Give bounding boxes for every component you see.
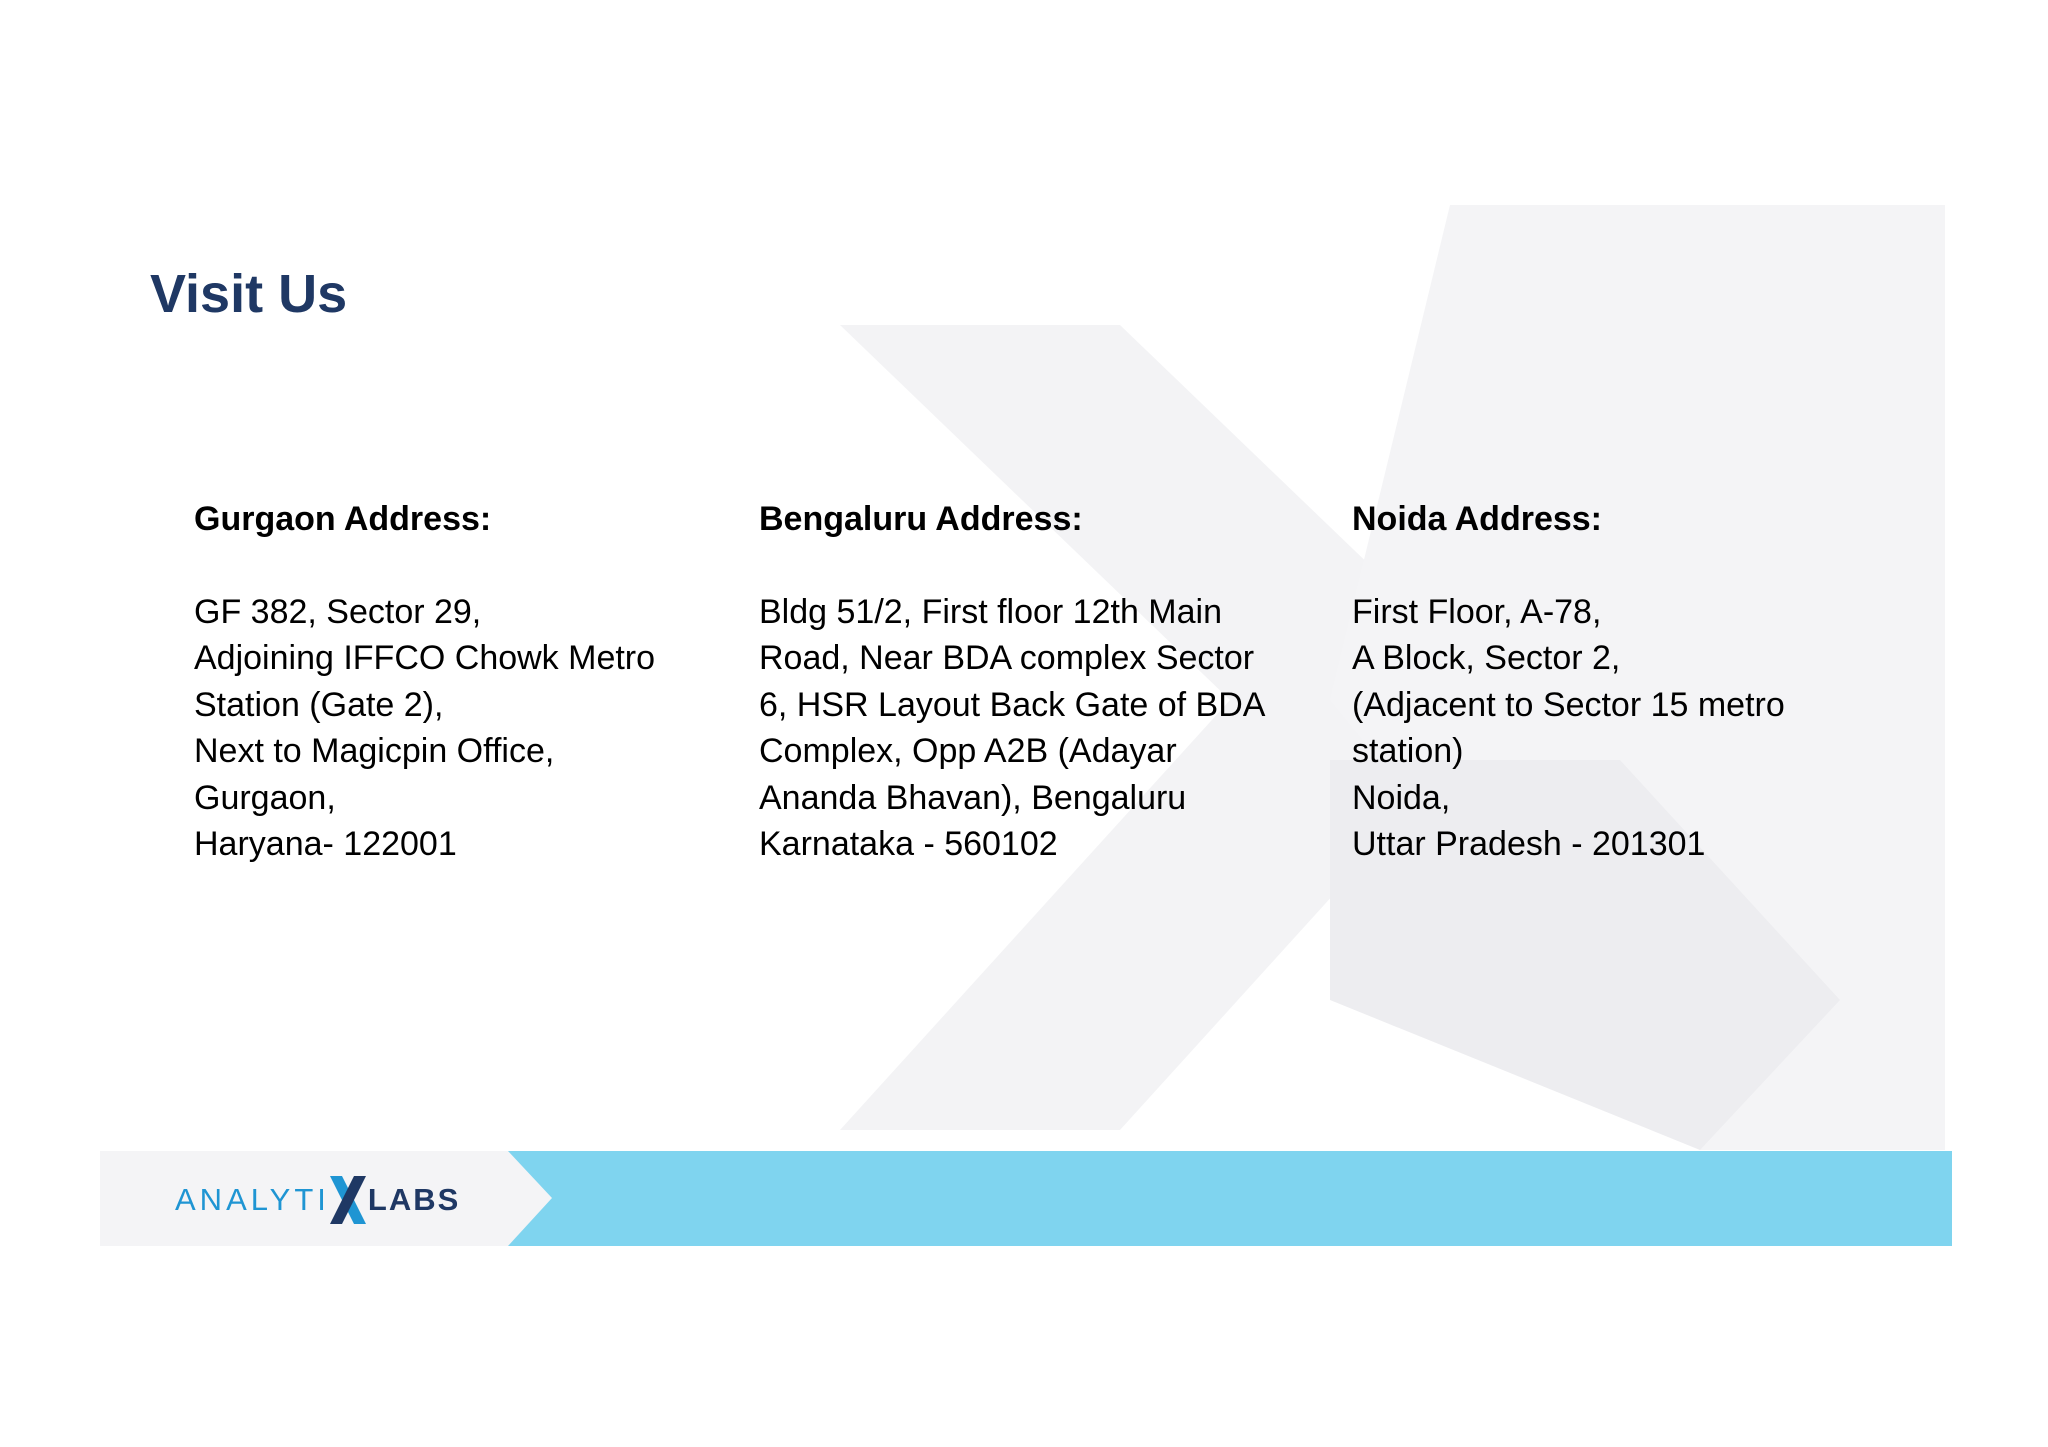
address-line: Bldg 51/2, First floor 12th Main [759,593,1223,631]
address-line: Karnataka - 560102 [759,825,1058,864]
address-line: First Floor, A-78, [1352,593,1602,631]
address-line: Gurgaon, [194,778,336,817]
address-line: Noida, [1352,778,1451,817]
bengaluru-address-heading: Bengaluru Address: [759,500,1083,538]
noida-address-heading: Noida Address: [1352,500,1603,538]
address-line: A Block, Sector 2, [1352,639,1621,678]
address-line: Next to Magicpin Office, [194,732,555,771]
address-line: Haryana- 122001 [194,825,457,864]
address-line: 6, HSR Layout Back Gate of BDA [759,685,1266,724]
address-line: Adjoining IFFCO Chowk Metro [194,639,656,678]
address-line: Ananda Bhavan), Bengaluru [759,778,1187,817]
analytixlabs-logo [175,1172,460,1228]
gurgaon-address-heading: Gurgaon Address: [194,500,492,538]
logo-text-left: ANALYTI [175,1182,330,1217]
page-title: Visit Us [150,264,348,324]
noida-address-lines [1352,589,1912,867]
address-line: Uttar Pradesh - 201301 [1352,825,1706,864]
bengaluru-address-lines [759,589,1299,867]
gurgaon-address-block [194,496,714,867]
address-line: Station (Gate 2), [194,685,444,724]
noida-address-block [1352,496,1912,867]
address-line: Complex, Opp A2B (Adayar [759,732,1177,771]
address-line: station) [1352,732,1464,771]
logo-text-right: LABS [367,1182,461,1217]
x-mark-icon [326,1172,370,1228]
gurgaon-address-lines [194,589,714,867]
bengaluru-address-block [759,496,1299,867]
address-line: Road, Near BDA complex Sector [759,639,1255,678]
address-line: GF 382, Sector 29, [194,593,482,631]
address-line: (Adjacent to Sector 15 metro [1352,685,1785,724]
